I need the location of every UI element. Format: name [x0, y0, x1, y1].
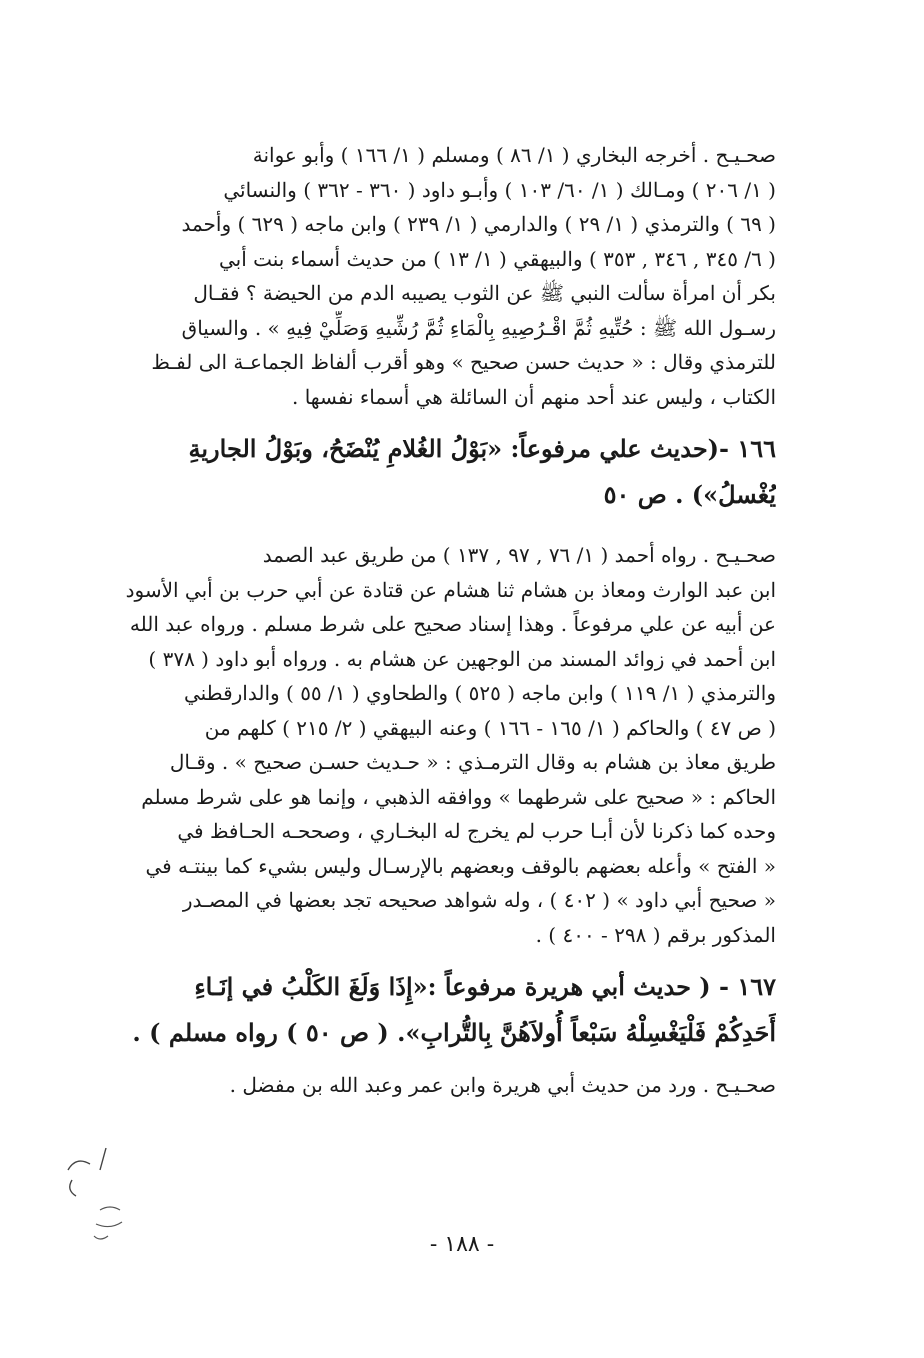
text-line: صحـيـح . ورد من حديث أبي هريرة وابن عمر وعبد الله بن مفضل .: [229, 1073, 776, 1097]
text-line: والترمذي ( ١/ ١١٩ ) وابن ماجه ( ٥٢٥ ) والطحاوي ( ١/ ٥٥ ) والدارقطني: [183, 681, 776, 705]
text-line: ( ٦/ ٣٤٥ , ٣٤٦ , ٣٥٣ ) والبيهقي ( ١/ ١٣ ) من حديث أسماء بنت أبي: [218, 246, 776, 271]
heading-line: أَحَدِكُمْ فَلْيَغْسِلْهُ سَبْعاً أُولاَهُنَّ بِالتُّرابِ». ( ص ٥٠ ) رواه مسلم ) .: [132, 1018, 776, 1047]
paragraph-hadith-165-takhrij: [78, 138, 776, 414]
text-line: طريق معاذ بن هشام به وقال الترمـذي : « حـديث حسـن صحيح » . وقـال: [169, 750, 776, 774]
text-line: ابن عبد الوارث ومعاذ بن هشام ثنا هشام عن قتادة عن أبي حرب بن أبي الأسود: [125, 577, 776, 602]
text-line: رسـول الله ﷺ : حُتِّيهِ ثُمَّ اقْـرُصِيهِ بِالْمَاءِ ثُمَّ رُشِّيهِ وَصَلِّيْ فِيهِ » . والسياق: [181, 315, 776, 340]
text-line: للترمذي وقال : « حديث حسن صحيح » وهو أقرب ألفاظ الجماعـة الى لفـظ: [151, 350, 776, 374]
text-line: « الفتح » وأعله بعضهم بالوقف وبعضهم بالإرسـال وليس بشيء كما بينتـه في: [145, 853, 776, 878]
heading-hadith-167: [78, 964, 776, 1056]
heading-line: يُغْسلُ») . ص ٥٠: [603, 480, 776, 509]
heading-line: ١٦٧ - ( حديث أبي هريرة مرفوعاً :«إِذَا وَلَغَ الكَلْبُ في إنَـاءِ: [194, 972, 776, 1001]
paragraph-hadith-166-takhrij: [78, 538, 776, 952]
heading-line: ١٦٦ -(حديث علي مرفوعاً: «بَوْلُ الغُلامِ يُنْضَحُ، وبَوْلُ الجاريةِ: [188, 434, 776, 463]
text-line: الحاكم : « صحيح على شرطهما » ووافقه الذهبي ، وإنما هو على شرط مسلم: [141, 784, 776, 809]
heading-hadith-166: [78, 426, 776, 518]
text-line: المذكور برقم ( ٢٩٨ - ٤٠٠ ) .: [535, 922, 776, 947]
text-line: ( ١/ ٢٠٦ ) ومـالك ( ١/ ٦٠/ ١٠٣ ) وأبـو داود ( ٣٦٠ - ٣٦٢ ) والنسائي: [223, 177, 776, 202]
text-line: ( ص ٤٧ ) والحاكم ( ١/ ١٦٥ - ١٦٦ ) وعنه البيهقي ( ٢/ ٢١٥ ) كلهم من: [204, 715, 776, 740]
text-line: بكر أن امرأة سألت النبي ﷺ عن الثوب يصيبه الدم من الحيضة ؟ فقـال: [193, 281, 776, 305]
text-line: عن أبيه عن علي مرفوعاً . وهذا إسناد صحيح على شرط مسلم . ورواه عبد الله: [129, 612, 776, 636]
page-number: - ١٨٨ -: [429, 1232, 495, 1257]
text-line: ابن أحمد في زوائد المسند من الوجهين عن هشام به . ورواه أبو داود ( ٣٧٨ ): [148, 646, 776, 671]
text-line: « صحيح أبي داود » ( ٤٠٢ ) ، وله شواهد صحيحه تجد بعضها في المصـدر: [182, 888, 776, 912]
text-line: ( ٦٩ ) والترمذي ( ١/ ٢٩ ) والدارمي ( ١/ ٢٣٩ ) وابن ماجه ( ٦٢٩ ) وأحمد: [181, 212, 776, 236]
paragraph-hadith-167-takhrij: [78, 1068, 776, 1103]
text-line: وحده كما ذكرنا لأن أبـا حرب لم يخرج له البخـاري ، وصححـه الحـافظ في: [177, 819, 776, 843]
text-line: صحـيـح . رواه أحمد ( ١/ ٧٦ , ٩٧ , ١٣٧ ) من طريق عبد الصمد: [262, 543, 776, 567]
text-line: صحـيـح . أخرجه البخاري ( ١/ ٨٦ ) ومسلم ( ١/ ١٦٦ ) وأبو عوانة: [252, 143, 776, 167]
text-line: الكتاب ، وليس عند أحد منهم أن السائلة هي أسماء نفسها .: [291, 384, 776, 409]
